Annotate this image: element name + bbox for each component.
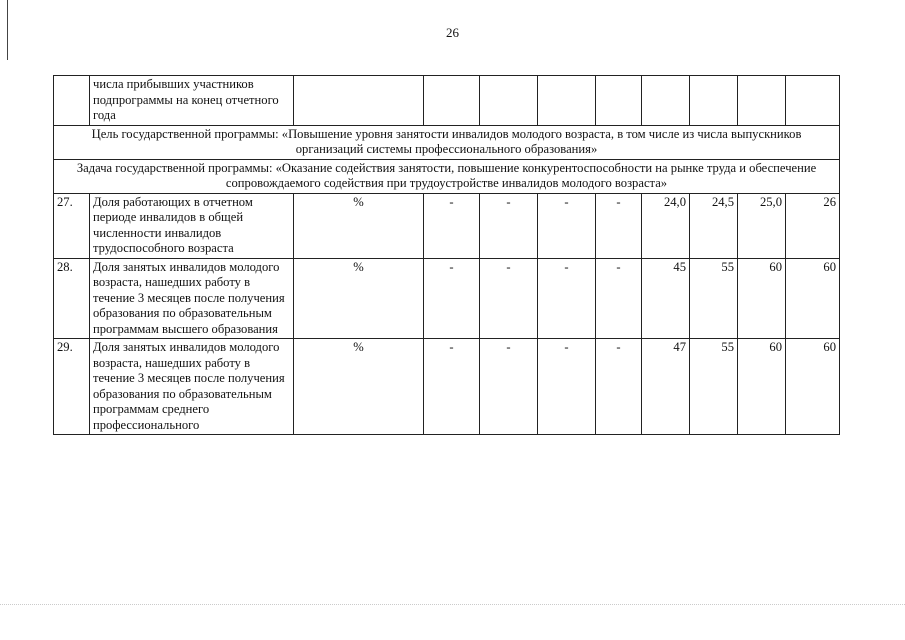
value-cell: - bbox=[538, 193, 596, 258]
value-cell: - bbox=[480, 193, 538, 258]
table-row bbox=[54, 258, 840, 339]
goal-text: Цель государственной программы: «Повышение уровня занятости инвалидов молодого возраста, в том числе из числа выпускников организаций системы профессионального образования» bbox=[54, 125, 840, 159]
goal-row bbox=[54, 125, 840, 159]
row-number: 27. bbox=[54, 193, 90, 258]
unit: % bbox=[294, 193, 424, 258]
value-cell: 47 bbox=[642, 339, 690, 435]
value-cell: 25,0 bbox=[738, 193, 786, 258]
task-text: Задача государственной программы: «Оказание содействия занятости, повышение конкурентоспособности на рынке труда и обеспечение сопровождаемого содействия при трудоустройстве инвалидов молодого возраста» bbox=[54, 159, 840, 193]
value-cell: 60 bbox=[738, 258, 786, 339]
indicator-name: Доля занятых инвалидов молодого возраста, нашедших работу в течение 3 месяцев после получения образования по образовательным программам среднего профессионального bbox=[90, 339, 294, 435]
task-row bbox=[54, 159, 840, 193]
value-cell: - bbox=[480, 258, 538, 339]
indicator-name: Доля работающих в отчетном периоде инвалидов в общей численности инвалидов трудоспособного возраста bbox=[90, 193, 294, 258]
page-number: 26 bbox=[446, 25, 459, 40]
row-number: 28. bbox=[54, 258, 90, 339]
value-cell: - bbox=[538, 258, 596, 339]
value-cell: 45 bbox=[642, 258, 690, 339]
row-number: 29. bbox=[54, 339, 90, 435]
value-cell: - bbox=[596, 258, 642, 339]
value-cell: - bbox=[424, 258, 480, 339]
value-cell: - bbox=[480, 339, 538, 435]
value-cell: 55 bbox=[690, 339, 738, 435]
value-cell: 24,0 bbox=[642, 193, 690, 258]
value-cell: - bbox=[538, 339, 596, 435]
table-row bbox=[54, 193, 840, 258]
value-cell: 24,5 bbox=[690, 193, 738, 258]
value-cell: 60 bbox=[786, 339, 840, 435]
cell-name: числа прибывших участников подпрограммы на конец отчетного года bbox=[90, 76, 294, 126]
indicators-table bbox=[53, 75, 840, 435]
value-cell: 60 bbox=[786, 258, 840, 339]
continuation-row bbox=[54, 76, 840, 126]
table-row bbox=[54, 339, 840, 435]
value-cell: - bbox=[424, 193, 480, 258]
value-cell: 55 bbox=[690, 258, 738, 339]
value-cell: 26 bbox=[786, 193, 840, 258]
value-cell: 60 bbox=[738, 339, 786, 435]
indicator-name: Доля занятых инвалидов молодого возраста, нашедших работу в течение 3 месяцев после получения образования по образовательным программам высшего образования bbox=[90, 258, 294, 339]
value-cell: - bbox=[596, 193, 642, 258]
value-cell: - bbox=[596, 339, 642, 435]
cell-num bbox=[54, 76, 90, 126]
unit: % bbox=[294, 258, 424, 339]
value-cell: - bbox=[424, 339, 480, 435]
unit: % bbox=[294, 339, 424, 435]
scan-artifact-line bbox=[0, 604, 905, 606]
